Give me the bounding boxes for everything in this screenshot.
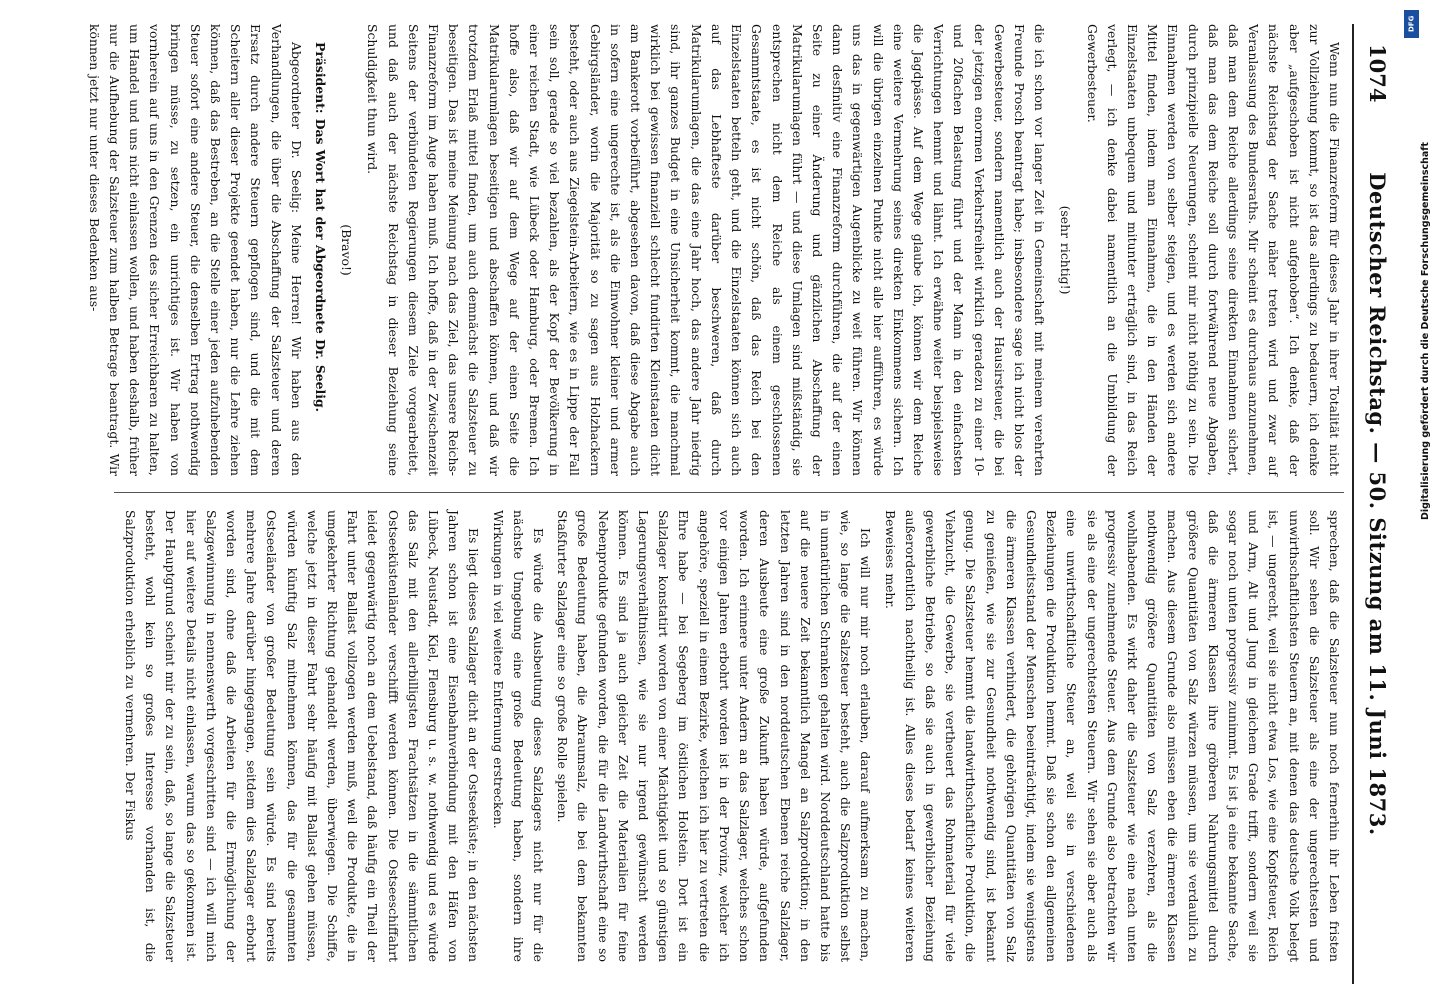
paragraph: Abgeordneter Dr. Seelig: Meine Herren! Wir haben aus den Verhandlungen, die über die Abschaffung der Salzsteuer und deren Ersatz durch andere Steuern gepflogen sind, und die mit dem Scheitern aller dieser Projekte geendet haben, nur die Lehre ziehen können, daß das Bestreben, an die Stelle einer jeden aufzuhebenden Steuer sofort eine andere Steuer, die denselben Ertrag nothwendig bringen müsse, zu setzen, ein unrichtiges ist. Wir haben von vornherein auf uns in den Grenzen des sicher Erreichbaren zu halten, um Handel und uns nicht einlassen wollen, und haben deshalb, früher nur die Aufhebung der Salzsteuer zum halben Betrage beantragt. Wir können jetzt nur unter dieses Bedenken aus-	[86, 24, 304, 476]
page-number: 1074	[1365, 44, 1390, 103]
right-column	[116, 510, 1344, 962]
dfg-logo: DFG	[1404, 10, 1419, 38]
digitization-note: Digitalisierung gefördert durch die Deutsche Forschungsgemeinschaft	[1420, 142, 1431, 520]
interjection: (sehr richtig!)	[1058, 205, 1074, 295]
column-divider	[114, 492, 1344, 493]
paragraph: die ich schon vor langer Zeit in Gemeinschaft mit meinem verehrten Freunde Prosch beantragt habe; insbesondere sage ich nicht blos der Gewerbesteuer, sondern namentlich auch der Hausirsteuer, die bei der jetzigen enormen Verkehrsfreiheit wirklich geradezu zu einer 10- und 20fachen Belastung führt und der Mann in den einfachsten Verrichtungen hemmt und lähmt. Ich erwähne weiter beispielsweise die Jagdpässe. Auf dem Wege glaube ich, können wir dem Reiche eine weitere Vermehrung seines direkten Einkommens sichern. Ich will die übrigen einzelnen Punkte nicht alle hier aufführen, es würde uns das in gegenwärtigen Augenblicke zu weit führen. Wir können dann desfinitiv eine Finanzreform durchführen, die auf der einen Seite zu einer Änderung und gänzlichen Abschaffung der Matrikularumlagen führt — und diese Umlagen sind mißständig, sie entsprechen nicht dem Reiche als einem geschlossenen Gesammtstaate, es ist nicht schön, daß das Reich bei den Einzelstaaten betteln geht, und die Einzelstaaten können sich auch auf das Lebhafteste darüber beschweren, daß durch Matrikularumlagen, die das eine Jahr hoch, das andere Jahr niedrig sind, ihr ganzes Budget in eine Unsicherheit kommt, die manchmal wirklich bei gewissen finanziell schlecht fundirten Kleinstaaten dicht am Bankerott vorbeiführt, abgesehen davon, daß diese Abgabe auch in sofern eine ungerechte ist, als die Einwohner kleiner und armer Gebirgsländer, worin die Majorität so zu sagen aus Holzhackern besteht, oder auch aus Ziegelstein-Arbeitern, wie es in Lippe der Fall sein soll, gerade so viel bezahlen, als der Kopf der Bevölkerung in einer reichen Stadt, wie Lübeck oder Hamburg, oder Bremen. Ich hoffe also, daß wir auf dem Wege auf der einen Seite die Matrikularumlagen beseitigen und abschaffen können, und daß wir trotzdem Erlaß mittel finden, um auch demnächst die Salzsteuer zu beseitigen. Das ist meine Meinung nach das Ziel, das unsere Reichs-Finanzreform im Auge haben muß. Ich hoffe, daß in der Zwischenzeit Seitens der verbündeten Regierungen diesem Ziele vorgearbeitet, und daß auch der nächste Reichstag in dieser Beziehung seine Schuldigkeit thun wird.	[365, 24, 1048, 476]
paragraph: Es würde die Ausbeutung dieses Salzlagers nicht nur für die nächste Umgebung eine große Bedeutung haben, sondern ihre Wirkungen in viel weitere Entfernung erstrecken.	[490, 510, 547, 962]
paragraph: Ich will nur mir noch erlauben, darauf aufmerksam zu machen, wie, so lange die Salzsteuer besteht, auch die Salzproduktion selbst in unnatürlichen Schranken gehalten wird. Norddeutschland hatte bis auf die neuere Zeit bekanntlich Mangel an Salzproduktion; in den letzten Jahren sind in den norddeutschen Ebenen reiche Salzlager, deren Ausbeute eine große Zukunft haben würde, aufgefunden worden. Ich erinnere unter Andern an das Salzlager, welches schon vor einigen Jahren erbohrt worden ist in der Provinz, welcher ich angehöre, speziell in einem Bezirke, welchen ich hier zu vertreten die Ehre habe — bei Segeberg im östlichen Holstein. Dort ist ein Salzlager konstatirt worden von einer Mächtigkeit und so günstigen Lagerungsverhältnissen, wie sie nur irgend gewünscht werden können. Es sind ja auch gleicher Zeit die Materialien für feine Nebenprodukte gefunden worden, die für die Landwirthschaft eine so große Bedeutung haben, die Abraumsalz, die bei dem bekannten Staßfurter Salzlager eine so große Rolle spielen.	[555, 510, 874, 962]
interjection: (Bravo!)	[339, 224, 355, 276]
paragraph: sprechen, daß die Salzsteuer nun noch fernerhin ihr Leben fristen soll. Wir sehen die Salzsteuer als eine der ungerechtesten und unwirthschaftlichsten Steuern an, mit denen das deutsche Volk belegt ist, — ungerecht, weil sie nicht etwa Los, wie eine Kopfsteuer, Reich und Arm, Alt und Jung in gleichem Grade trifft, sondern weil sie sogar noch unten progressiv zunimmt. Es ist ja eine bekannte Sache, daß die ärmeren Klassen ihre gröberen Nahrungsmittel durch größere Quantitäten von Salz würzen müssen, um sie verdaulich zu machen. Aus diesem Grunde also müssen eben die ärmeren Klassen nothwendig größere Quantitäten von Salz verzehren, als die wohlhabenden. Es wirkt daher die Salzsteuer wie eine nach unten progressiv zunehmende Steuer. Aus dem Grunde also betrachten wir sie als eine der ungerechtesten Steuern. Wir sehen sie aber auch als eine unwirthschaftliche Steuer an, weil sie in verschiedenen Beziehungen die Produktion hemmt. Daß sie schon den allgemeinen Gesundheitsstand der Menschen beeinträchtigt, indem sie wenigstens die ärmeren Klassen verhindert, die gehörigen Quantitäten von Salz zu genießen, wie sie zur Gesundheit nothwendig sind, ist bekannt genug. Die Salzsteuer hemmt die landwirthschaftliche Produktion, die Viehzucht, die Gewerbe, sie vertheuert das Rohmaterial für viele gewerbliche Betriebe, so daß sie auch in gewerblicher Beziehung außerordentlich nachtheilig ist. Alles dieses bedarf keines weiteren Beweises mehr.	[882, 510, 1342, 962]
speaker-paragraph: Präsident: Das Wort hat der Abgeordnete Dr. Seelig.	[313, 42, 329, 412]
paragraph: Es liegt dieses Salzlager dicht an der Ostseeküste; in den nächsten Jahren schon ist eine Eisenbahnverbindung mit den Häfen von Lübeck, Neustadt, Kiel, Flensburg u. s. w. nothwendig und es würde das Salz mit den allerbilligsten Frachtsätzen in die sämmtlichen Ostseeküstenländer verschifft werden können. Die Ostseeschiffahrt leidet gegenwärtig noch an dem Uebelstand, daß häufig ein Theil der Fahrt unter Ballast vollzogen werden muß, weil die Produkte, die in umgekehrter Richtung gehandelt werden, überwiegen. Die Schiffe, welche jetzt in dieser Fahrt sehr häufig mit Ballast gehen müssen, würden künftig Salz mitnehmen können, das für die gesammten Ostseeländer von großer Bedeutung sein würde. Es sind bereits mehrere Jahre darüber hingegangen, seitdem dies Salzlager erbohrt worden sind, ohne daß die Arbeiten für die Ermöglichung der Salzgewinnung in nennenswerth vorgeschritten sind — ich will mich hier auf weitere Details nicht einlassen, warum das so gekommen ist. Der Hauptgrund scheint mir der zu sein, daß, so lange die Salzsteuer besteht, wohl kein so großes Interesse vorhanden ist, die Salzproduktion erheblich zu vermehren. Der Fiskus	[123, 510, 482, 962]
left-column	[80, 24, 1344, 476]
page-header	[1356, 24, 1396, 984]
paragraph: Wenn nun die Finanzreform für dieses Jahr in ihrer Totalität nicht zur Vollziehung kommt, so ist das allerdings zu bedauern, ich denke aber „aufgeschoben ist nicht aufgehoben“. Ich denke, daß der nächste Reichstag der Sache näher treten wird und zwar auf Veranlassung des Bundesraths. Mir scheint es durchaus anzunehmen, daß man dem Reiche allerdings seine direkten Einnahmen sichert, daß man das dem Reiche soll durch fortwährend neue Abgaben, durch prinzipielle Neuerungen, scheint mir nicht nöthig zu sein. Die Einnahmen werden von selber steigen, und es werden sich andere Mittel finden, indem man Einnahmen, die in den Händen der Einzelstaaten unbequem und mitunter erträglich sind, in das Reich verlegt, — ich denke dabei namentlich an die Umbildung der Gewerbesteuer.	[1084, 24, 1342, 476]
document-sheet	[44, 24, 1396, 984]
header-rule	[1352, 24, 1354, 984]
running-head: Deutscher Reichstag. — 50. Sitzung am 11. Juni 1873.	[1365, 172, 1390, 836]
